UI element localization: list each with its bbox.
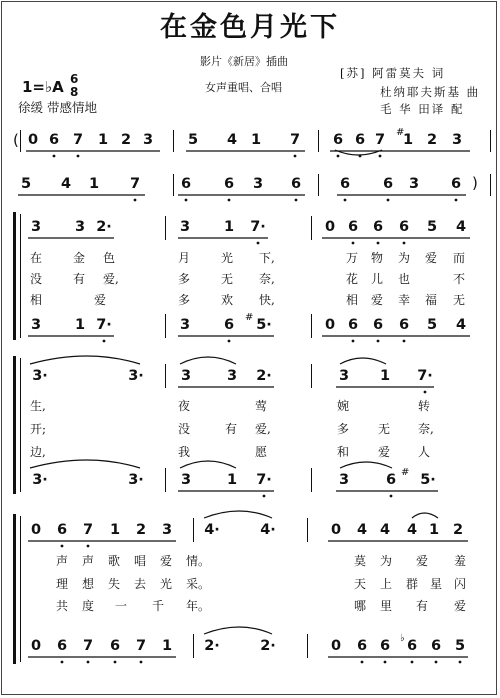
note: 4 (60, 176, 72, 192)
key-signature: 1=♭A (22, 78, 64, 96)
lyric: 莫 (354, 554, 367, 568)
lyric: 爱 (425, 251, 438, 265)
note: 4· (204, 522, 220, 538)
lyric: 声 (82, 554, 95, 568)
sharp-accidental: # (396, 127, 405, 138)
lyric: 年。 (186, 599, 211, 613)
close-paren: ) (472, 174, 478, 192)
lyric: 有 (73, 272, 86, 286)
lyric: 为 (380, 554, 393, 568)
note: 5 (20, 176, 32, 192)
note: 7 (374, 132, 386, 148)
lyric: 福 (425, 293, 438, 307)
note: 6 (398, 317, 410, 333)
note: 7· (250, 219, 266, 235)
lyric: 人 (418, 445, 431, 459)
lyric: 万 (346, 251, 359, 265)
barline (193, 518, 194, 542)
note: 6 (48, 132, 60, 148)
lyric: 相 (30, 293, 43, 307)
barline (307, 634, 308, 658)
lyric: 边, (30, 445, 46, 459)
lyric: 度 (82, 599, 95, 613)
note: 4 (356, 522, 368, 538)
lyric: 有 (225, 422, 238, 436)
note: 3 (161, 522, 173, 538)
lyric: 羞 (454, 554, 467, 568)
note: 6 (332, 132, 344, 148)
note: 5 (426, 219, 438, 235)
lyric: 奈, (259, 272, 275, 286)
lyric: 情。 (186, 554, 211, 568)
lyric: 闪 (454, 577, 467, 591)
lyric: 快, (259, 293, 275, 307)
note: 2 (426, 132, 438, 148)
lyric: 星 (430, 577, 443, 591)
barline (20, 358, 21, 492)
lyric: 共 (56, 599, 69, 613)
film-source: 影片《新居》插曲 (200, 55, 288, 68)
note: 6 (223, 176, 235, 192)
sharp-accidental: # (245, 312, 254, 323)
voicing: 女声重唱、合唱 (205, 81, 282, 94)
barline (173, 130, 174, 152)
lyric: 无 (221, 272, 234, 286)
note: 5· (420, 472, 436, 488)
note: 3 (180, 368, 192, 384)
lyric: 天 (354, 577, 367, 591)
note: 5· (256, 317, 272, 333)
note: 7· (256, 472, 272, 488)
note: 3 (252, 176, 264, 192)
note: 6 (347, 317, 359, 333)
lyric: 为 (398, 251, 411, 265)
lyric: 金 (73, 251, 86, 265)
note: 6 (406, 638, 418, 654)
lyric: 相 (346, 293, 359, 307)
note: 3 (179, 219, 191, 235)
note: 1 (428, 522, 440, 538)
lyric: 想 (82, 577, 95, 591)
lyric: 爱 (94, 293, 107, 307)
barline (165, 468, 166, 492)
barline (20, 516, 21, 662)
lyric: 爱 (378, 445, 391, 459)
barline (311, 314, 312, 338)
note: 0 (324, 219, 336, 235)
lyric: 幸 (398, 293, 411, 307)
lyric: 生, (30, 399, 46, 413)
barline (307, 518, 308, 542)
note: 3 (180, 472, 192, 488)
note: 3· (32, 368, 48, 384)
tempo-marking: 徐缓 带感情地 (18, 100, 97, 115)
note: 3 (451, 132, 463, 148)
lyric: 哪 (354, 599, 367, 613)
barline (318, 174, 319, 196)
lyric: 夜 (178, 399, 191, 413)
note: 1 (74, 317, 86, 333)
lyric: 采。 (186, 577, 211, 591)
system-brace (13, 356, 16, 494)
note: 0 (27, 132, 39, 148)
lyric: 爱 (416, 554, 429, 568)
note: 7 (135, 638, 147, 654)
note: 1 (379, 368, 391, 384)
lyric: 欢 (221, 293, 234, 307)
note: 4 (379, 522, 391, 538)
note: 7 (82, 522, 94, 538)
barline (193, 634, 194, 658)
note: 3 (226, 368, 238, 384)
lyric: 我 (178, 445, 191, 459)
composer-credit: 杜纳耶夫斯基 曲 (380, 85, 481, 99)
note: 6 (56, 522, 68, 538)
barline (311, 364, 312, 388)
note: 5 (187, 132, 199, 148)
lyric: 下, (259, 251, 275, 265)
note: 6 (339, 176, 351, 192)
lyric: 爱, (255, 422, 271, 436)
note: 3 (142, 132, 154, 148)
note: 1 (97, 132, 109, 148)
note: 2 (135, 522, 147, 538)
note: 6 (356, 638, 368, 654)
lyric: 转 (418, 399, 431, 413)
note: 2· (256, 368, 272, 384)
lyric: 没 (30, 272, 43, 286)
note: 7 (82, 638, 94, 654)
lyric: 光 (160, 577, 173, 591)
note: 6 (385, 472, 397, 488)
note: 6 (347, 219, 359, 235)
note: 3· (32, 472, 48, 488)
barline (490, 130, 491, 152)
lyric: 儿 (371, 272, 384, 286)
flat-accidental: ♭ (400, 633, 405, 644)
note: 4 (226, 132, 238, 148)
barline (20, 214, 21, 338)
note: 6 (180, 176, 192, 192)
time-signature-bottom: 8 (70, 85, 79, 99)
note: 7 (129, 176, 141, 192)
lyric: 爱 (371, 293, 384, 307)
note: 0 (30, 638, 42, 654)
note: 3· (128, 368, 144, 384)
note: 2· (260, 638, 276, 654)
note: 3 (408, 176, 420, 192)
lyric: 爱 (160, 554, 173, 568)
note: 4 (406, 522, 418, 538)
lyric: 而 (453, 251, 466, 265)
lyric: 歌 (108, 554, 121, 568)
note: 7 (72, 132, 84, 148)
note: 4 (455, 317, 467, 333)
lyric: 多 (337, 422, 350, 436)
lyricist-credit: [苏] 阿雷莫夫 词 (340, 66, 446, 80)
note: 0 (30, 522, 42, 538)
lyric: 上 (380, 577, 393, 591)
lyric: 奈, (418, 422, 434, 436)
lyric: 理 (56, 577, 69, 591)
lyric: 无 (378, 422, 391, 436)
lyric: 色 (103, 251, 116, 265)
note: 3 (338, 472, 350, 488)
lyric: 月 (178, 251, 191, 265)
lyric: 在 (30, 251, 43, 265)
note: 6 (430, 638, 442, 654)
lyric: 有 (416, 599, 429, 613)
note: 3 (30, 317, 42, 333)
lyric: 千 (152, 599, 165, 613)
lyric: 开; (30, 422, 47, 436)
note: 0 (324, 317, 336, 333)
lyric: 爱 (454, 599, 467, 613)
system-brace (13, 212, 16, 340)
note: 3· (128, 472, 144, 488)
note: 4 (455, 219, 467, 235)
lyric: 和 (337, 445, 350, 459)
barline (165, 314, 166, 338)
note: 6 (379, 638, 391, 654)
note: 3 (74, 219, 86, 235)
lyric: 光 (221, 251, 234, 265)
note: 6 (450, 176, 462, 192)
note: 7 (289, 132, 301, 148)
lyric: 花 (346, 272, 359, 286)
note: 3 (338, 368, 350, 384)
note: 1 (161, 638, 173, 654)
barline (311, 468, 312, 492)
note: 2 (452, 522, 464, 538)
barline (165, 216, 166, 240)
note: 7· (96, 317, 112, 333)
note: 1 (402, 132, 414, 148)
note: 6 (109, 638, 121, 654)
lyric: 里 (380, 599, 393, 613)
translator-credit: 毛 华 田译 配 (380, 102, 465, 116)
note: 6 (354, 132, 366, 148)
sharp-accidental: # (401, 467, 410, 478)
note: 6 (398, 219, 410, 235)
song-title: 在金色月光下 (160, 12, 340, 43)
note: 7· (417, 368, 433, 384)
lyric: 唱 (134, 554, 147, 568)
note: 2· (204, 638, 220, 654)
note: 5 (454, 638, 466, 654)
lyric: 声 (56, 554, 69, 568)
open-paren: ( (13, 131, 19, 149)
note: 6 (223, 317, 235, 333)
note: 6 (372, 317, 384, 333)
barline (490, 174, 491, 196)
note: 1 (226, 472, 238, 488)
note: 1 (223, 219, 235, 235)
system-brace (13, 514, 16, 664)
note: 0 (330, 522, 342, 538)
barline (311, 216, 312, 240)
note: 4· (260, 522, 276, 538)
note: 1 (88, 176, 100, 192)
note: 2 (120, 132, 132, 148)
lyric: 去 (134, 577, 147, 591)
note: 6 (290, 176, 302, 192)
lyric: 莺 (255, 399, 268, 413)
lyric: 一 (115, 599, 128, 613)
note: 5 (426, 317, 438, 333)
lyric: 愿 (255, 445, 268, 459)
lyric: 物 (371, 251, 384, 265)
note: 6 (372, 219, 384, 235)
lyric: 爱, (103, 272, 119, 286)
lyric: 也 (398, 272, 411, 286)
note: 1 (109, 522, 121, 538)
lyric: 无 (453, 293, 466, 307)
lyric: 不 (453, 272, 466, 286)
lyric: 失 (108, 577, 121, 591)
note: 0 (330, 638, 342, 654)
lyric: 群 (406, 577, 419, 591)
note: 2· (96, 219, 112, 235)
barline (318, 130, 319, 152)
note: 6 (382, 176, 394, 192)
note: 3 (30, 219, 42, 235)
lyric: 没 (178, 422, 191, 436)
note: 6 (56, 638, 68, 654)
barline (165, 364, 166, 388)
note: 3 (179, 317, 191, 333)
lyric: 婉 (337, 399, 350, 413)
time-signature-top: 6 (70, 72, 79, 86)
lyric: 多 (178, 272, 191, 286)
note: 1 (250, 132, 262, 148)
lyric: 多 (178, 293, 191, 307)
